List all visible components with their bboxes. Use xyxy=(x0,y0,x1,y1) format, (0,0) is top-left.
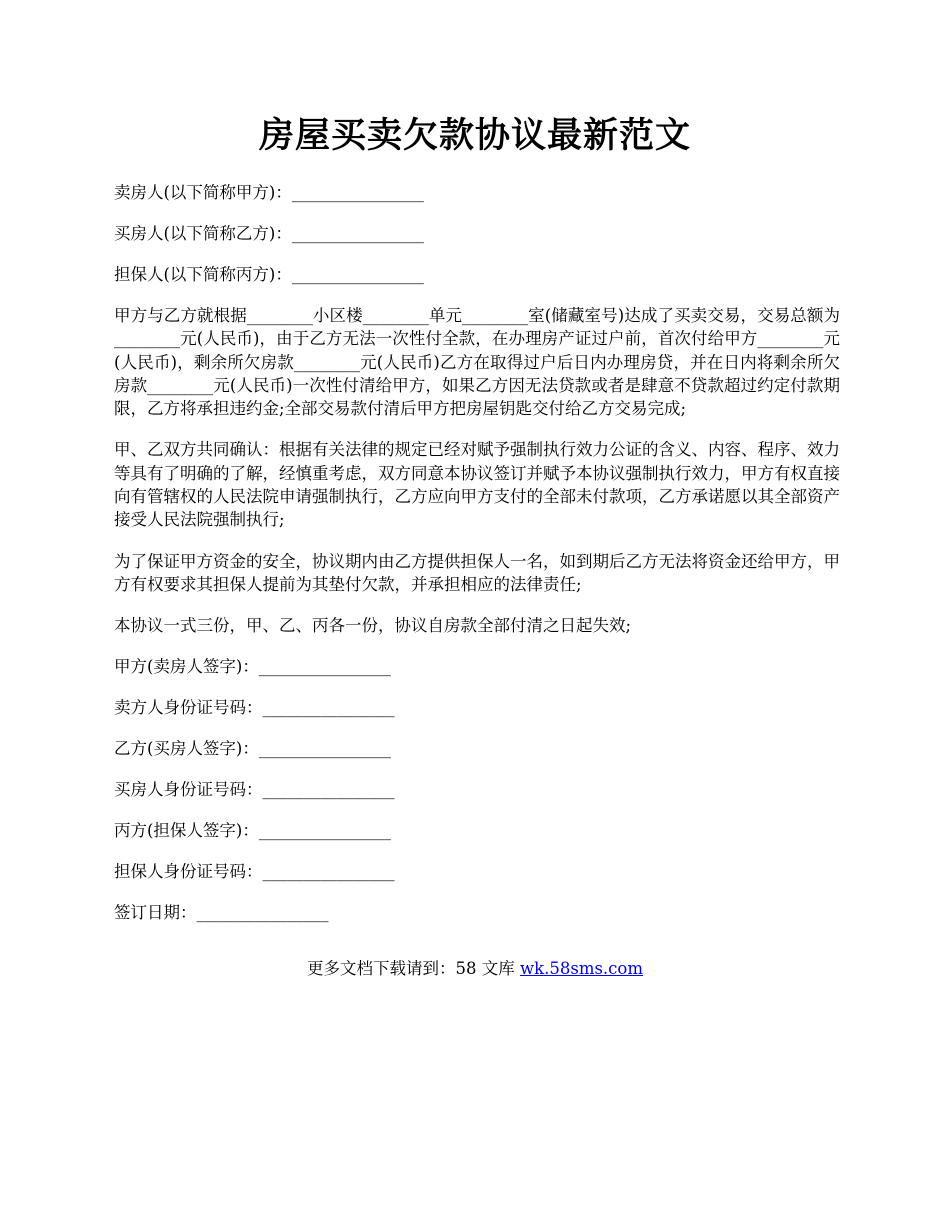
guarantor-id-line: 担保人身份证号码：________________ xyxy=(114,862,395,882)
signing-date-line: 签订日期：________________ xyxy=(114,903,329,923)
buyer-id-line: 买房人身份证号码：________________ xyxy=(114,780,395,800)
seller-signature-line: 甲方(卖房人签字)：________________ xyxy=(114,657,391,677)
seller-id-line: 卖方人身份证号码：________________ xyxy=(114,698,395,718)
guarantor-line: 担保人(以下简称丙方)：________________ xyxy=(114,265,424,284)
footer xyxy=(0,957,950,980)
seller-line: 卖房人(以下简称甲方)：________________ xyxy=(114,183,424,202)
copies-paragraph: 本协议一式三份，甲、乙、丙各一份，协议自房款全部付清之日起失效; xyxy=(114,616,632,636)
footer-link[interactable]: wk.58sms.com xyxy=(519,959,643,978)
confirmation-paragraph: 甲、乙双方共同确认：根据有关法律的规定已经对赋予强制执行效力公证的含义、内容、程序、效力等具有了明确的了解，经慎重考虑，双方同意本协议签订并赋予本协议强制执行效力，甲方有权直接向有管辖权的人民法院申请强制执行，乙方应向甲方支付的全部未付款项，乙方承诺愿以其全部资产接受人民法院强制执行; xyxy=(114,440,840,530)
document-body xyxy=(114,181,840,942)
buyer-signature-line: 乙方(买房人签字)：________________ xyxy=(114,739,391,759)
guarantee-paragraph: 为了保证甲方资金的安全，协议期内由乙方提供担保人一名，如到期后乙方无法将资金还给甲方，甲方有权要求其担保人提前为其垫付欠款，并承担相应的法律责任; xyxy=(114,551,840,594)
buyer-line: 买房人(以下简称乙方)：________________ xyxy=(114,224,424,243)
document-title: 房屋买卖欠款协议最新范文 xyxy=(258,115,691,156)
guarantor-signature-line: 丙方(担保人签字)：________________ xyxy=(114,821,391,841)
footer-text: 更多文档下载请到：58 文库 xyxy=(306,959,520,978)
transaction-paragraph: 甲方与乙方就根据________小区楼________单元________室(储藏室号)达成了买卖交易，交易总额为________元(人民币)，由于乙方无法一次性付全款，在办理房产证过户前，首次付给甲方________元(人民币)，剩余所欠房款________元(人民币)乙方在取得过户后日内办理房贷，并在日内将剩余所欠房款________元(人民币)一次性付清给甲方，如果乙方因无法贷款或者是肆意不贷款超过约定付款期限，乙方将承担违约金;全部交易款付清后甲方把房屋钥匙交付给乙方交易完成; xyxy=(114,306,840,419)
